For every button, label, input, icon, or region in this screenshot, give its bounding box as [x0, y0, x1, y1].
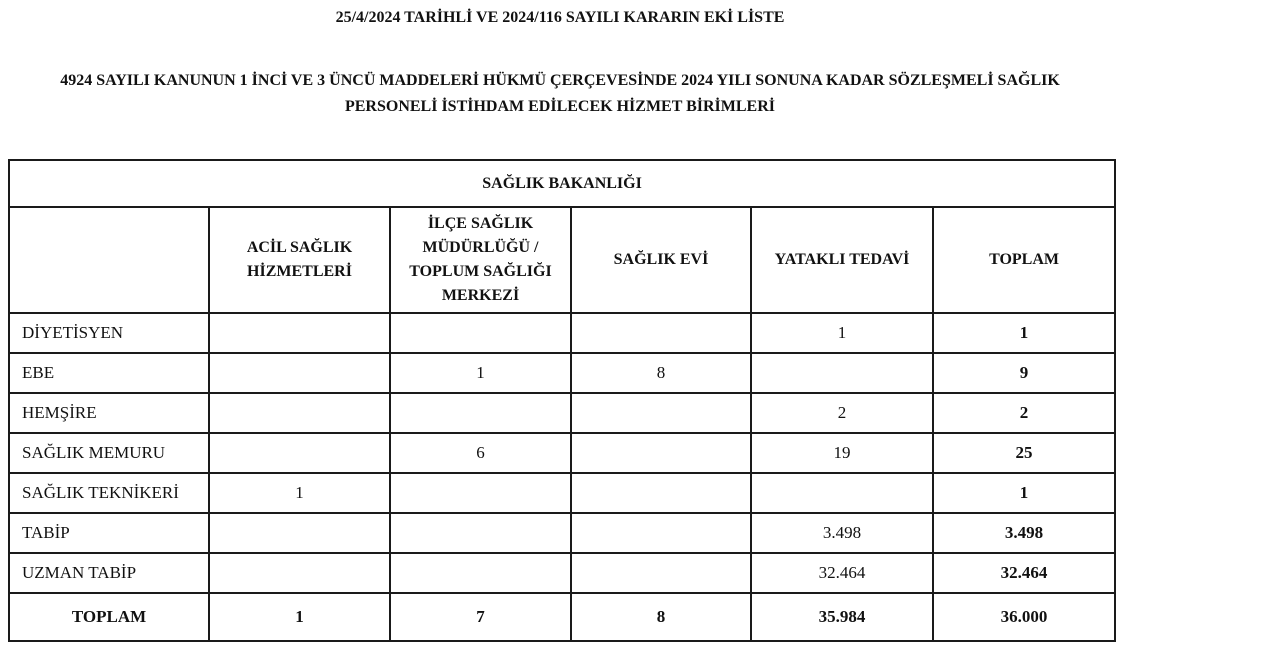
table-cell [571, 313, 751, 353]
table-row [9, 313, 1115, 353]
table-cell: 8 [571, 353, 751, 393]
table-cell: 32.464 [751, 553, 933, 593]
table-cell [571, 553, 751, 593]
total-cell: 7 [390, 593, 571, 641]
table-cell: 1 [751, 313, 933, 353]
row-total-cell: 1 [933, 473, 1115, 513]
table-cell: 1 [209, 473, 390, 513]
table-cell [390, 513, 571, 553]
table-cell: 19 [751, 433, 933, 473]
column-header-emergency: ACİL SAĞLIK HİZMETLERİ [209, 207, 390, 313]
table-cell [571, 433, 751, 473]
table-cell: 2 [751, 393, 933, 433]
row-total-cell: 1 [933, 313, 1115, 353]
table-row [9, 553, 1115, 593]
table-cell [390, 473, 571, 513]
table-row [9, 393, 1115, 433]
row-label: DİYETİSYEN [9, 313, 209, 353]
column-header-health-house: SAĞLIK EVİ [571, 207, 751, 313]
row-label: UZMAN TABİP [9, 553, 209, 593]
column-header-inpatient: YATAKLI TEDAVİ [751, 207, 933, 313]
table-cell [571, 473, 751, 513]
row-label: TABİP [9, 513, 209, 553]
table-cell [209, 393, 390, 433]
column-header-blank [9, 207, 209, 313]
document-title: 25/4/2024 TARİHLİ VE 2024/116 SAYILI KARARIN EKİ LİSTE [335, 9, 785, 26]
table-row [9, 473, 1115, 513]
table-cell [209, 513, 390, 553]
grand-total-cell: 36.000 [933, 593, 1115, 641]
table-cell [751, 473, 933, 513]
column-header-district: İLÇE SAĞLIK MÜDÜRLÜĞÜ / TOPLUM SAĞLIĞI MERKEZİ [390, 207, 571, 313]
total-cell: 8 [571, 593, 751, 641]
table-cell [571, 513, 751, 553]
row-total-cell: 32.464 [933, 553, 1115, 593]
table-cell: 6 [390, 433, 571, 473]
row-label: SAĞLIK TEKNİKERİ [9, 473, 209, 513]
table-cell: 1 [390, 353, 571, 393]
table-cell [209, 433, 390, 473]
table-cell [209, 353, 390, 393]
personnel-table [8, 159, 1116, 642]
table-row [9, 433, 1115, 473]
table-cell [390, 393, 571, 433]
total-row-label: TOPLAM [9, 593, 209, 641]
table-cell: 3.498 [751, 513, 933, 553]
total-cell: 35.984 [751, 593, 933, 641]
total-row [9, 593, 1115, 641]
document-subtitle-line2: PERSONELİ İSTİHDAM EDİLECEK HİZMET BİRİMLERİ [344, 98, 776, 115]
document-subtitle-line1: 4924 SAYILI KANUNUN 1 İNCİ VE 3 ÜNCÜ MADDELERİ HÜKMÜ ÇERÇEVESİNDE 2024 YILI SONUNA KADAR SÖZLEŞMELİ SAĞLIK [60, 72, 1060, 89]
column-header-row [9, 207, 1115, 313]
table-row [9, 513, 1115, 553]
table-cell [209, 553, 390, 593]
table-cell [571, 393, 751, 433]
row-label: EBE [9, 353, 209, 393]
row-label: SAĞLIK MEMURU [9, 433, 209, 473]
table-cell [209, 313, 390, 353]
table-cell [390, 553, 571, 593]
ministry-header: SAĞLIK BAKANLIĞI [9, 160, 1115, 207]
row-total-cell: 25 [933, 433, 1115, 473]
table-cell [751, 353, 933, 393]
row-total-cell: 2 [933, 393, 1115, 433]
total-cell: 1 [209, 593, 390, 641]
row-total-cell: 3.498 [933, 513, 1115, 553]
column-header-total: TOPLAM [933, 207, 1115, 313]
row-total-cell: 9 [933, 353, 1115, 393]
row-label: HEMŞİRE [9, 393, 209, 433]
table-row [9, 353, 1115, 393]
table-cell [390, 313, 571, 353]
